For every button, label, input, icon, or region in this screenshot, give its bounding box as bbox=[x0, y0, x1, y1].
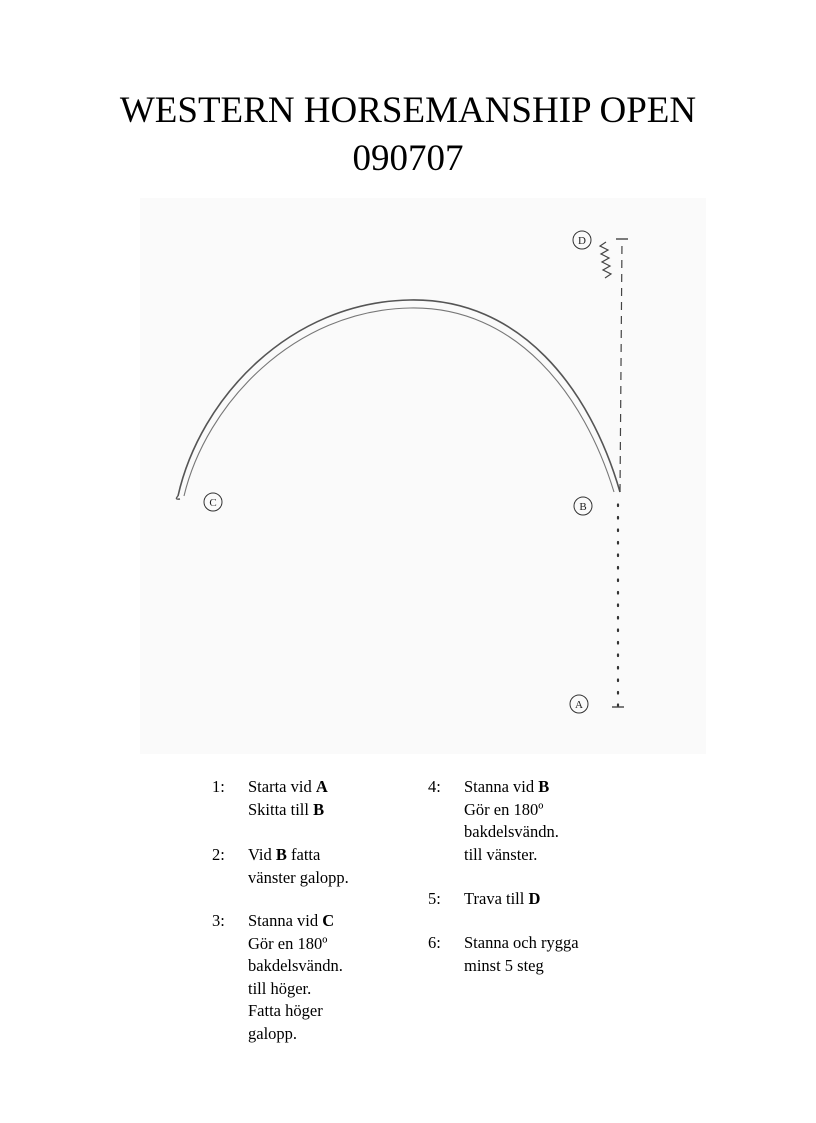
point-marker-a bbox=[570, 695, 588, 713]
step-line-text: Vid bbox=[248, 845, 276, 864]
step-line bbox=[248, 955, 428, 978]
step-line bbox=[464, 776, 644, 799]
step-number: 5: bbox=[428, 889, 441, 908]
point-label-a: A bbox=[575, 699, 583, 711]
step-line-text: till höger. bbox=[248, 978, 312, 998]
step-line bbox=[464, 821, 644, 844]
step-line-text: Stanna och rygga bbox=[464, 933, 579, 952]
step-line bbox=[248, 933, 428, 956]
step-text bbox=[464, 888, 644, 911]
step-line-text: Stanna vid bbox=[464, 777, 539, 796]
lope-arc-path bbox=[178, 300, 620, 496]
step-line bbox=[248, 1000, 428, 1023]
step-line bbox=[464, 888, 644, 911]
point-reference: C bbox=[322, 911, 335, 930]
point-marker-d bbox=[573, 231, 591, 249]
step-line bbox=[464, 844, 644, 867]
page-title: WESTERN HORSEMANSHIP OPEN bbox=[119, 90, 697, 131]
step-text bbox=[248, 844, 428, 889]
step-line-text: minst 5 steg bbox=[464, 955, 544, 975]
step-line bbox=[248, 1023, 428, 1046]
point-reference: A bbox=[315, 777, 328, 796]
pattern-diagram bbox=[140, 198, 706, 754]
trot-line-b-d bbox=[620, 240, 622, 492]
point-label-b: B bbox=[579, 501, 587, 513]
point-reference: B bbox=[313, 799, 325, 819]
step-number: 1: bbox=[212, 777, 225, 796]
step-line-text: vänster galopp. bbox=[248, 867, 349, 887]
point-reference: B bbox=[538, 777, 550, 796]
point-label-c: C bbox=[209, 497, 217, 509]
step-line bbox=[464, 799, 644, 822]
step-text bbox=[248, 910, 428, 1045]
point-marker-c bbox=[204, 493, 222, 511]
step-line bbox=[248, 978, 428, 1001]
step-line bbox=[464, 932, 644, 955]
step-line-text: Stanna vid bbox=[248, 911, 323, 930]
step-line-text: Gör en 180º bbox=[248, 933, 328, 953]
step-number: 2: bbox=[212, 845, 225, 864]
lope-arc-start-hook bbox=[176, 496, 180, 499]
step-line bbox=[248, 910, 428, 933]
step-line-text: galopp. bbox=[248, 1023, 298, 1043]
step-line-text: bakdelsvändn. bbox=[248, 956, 343, 975]
point-reference: D bbox=[528, 889, 541, 908]
step-text bbox=[248, 776, 428, 821]
step-text bbox=[464, 776, 644, 866]
pattern-drawing bbox=[140, 198, 706, 754]
step-line bbox=[248, 776, 428, 799]
step-text bbox=[464, 932, 644, 977]
point-reference: B bbox=[275, 845, 287, 864]
step-line-text: till vänster. bbox=[464, 844, 538, 864]
page-subtitle-date: 090707 bbox=[352, 138, 464, 179]
back-up-zigzag bbox=[600, 242, 611, 278]
step-line bbox=[464, 955, 644, 978]
step-line-text: bakdelsvändn. bbox=[464, 822, 559, 841]
step-line-text: Starta vid bbox=[248, 777, 316, 796]
step-line-text: Trava till bbox=[464, 889, 529, 908]
point-marker-b bbox=[574, 497, 592, 515]
step-number: 4: bbox=[428, 777, 441, 796]
step-line-text: fatta bbox=[286, 845, 321, 864]
step-line-text: Fatta höger bbox=[248, 1001, 323, 1020]
step-number: 6: bbox=[428, 933, 441, 952]
step-line bbox=[248, 799, 428, 822]
point-label-d: D bbox=[578, 235, 586, 247]
step-number: 3: bbox=[212, 911, 225, 930]
lope-arc-path-inner bbox=[184, 308, 614, 496]
step-line-text: Gör en 180º bbox=[464, 799, 544, 819]
step-line bbox=[248, 867, 428, 890]
step-line bbox=[248, 844, 428, 867]
step-line-text: Skitta till bbox=[248, 799, 314, 819]
